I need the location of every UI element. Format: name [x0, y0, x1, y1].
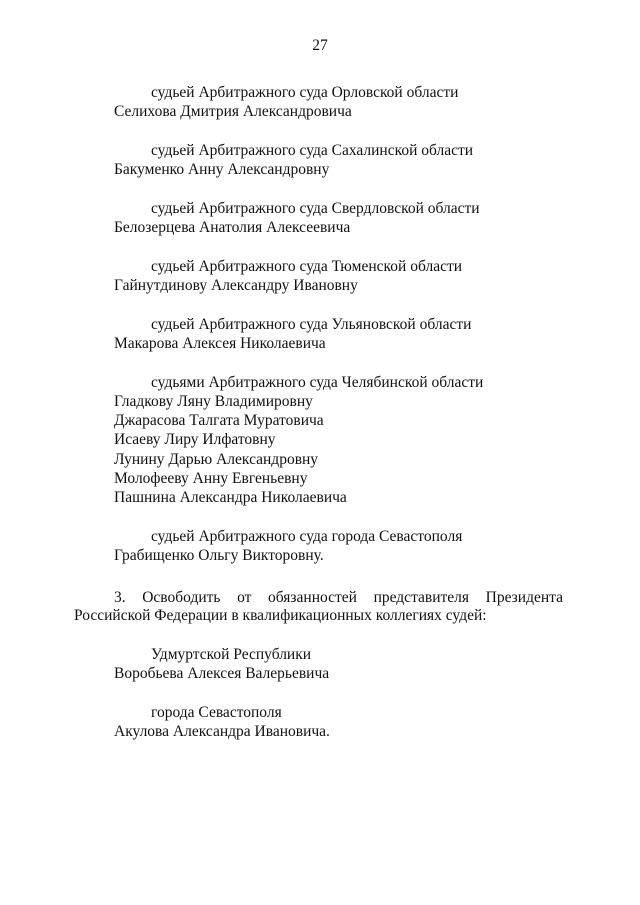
release-region: Удмуртской Республики: [151, 646, 312, 663]
appointment-person: Макарова Алексея Николаевича: [114, 335, 326, 352]
page-number: 27: [312, 37, 328, 54]
appointment-court: судьей Арбитражного суда города Севастополя: [151, 528, 463, 545]
appointment-person: Исаеву Лиру Илфатовну: [114, 431, 276, 448]
appointment-court: судьей Арбитражного суда Сахалинской области: [151, 142, 474, 159]
appointment-court: судьями Арбитражного суда Челябинской области: [151, 374, 484, 391]
appointment-person: Гайнутдинову Александру Ивановну: [114, 277, 358, 294]
release-person: Акулова Александра Ивановича.: [114, 723, 330, 740]
appointment-person: Селихова Дмитрия Александровича: [114, 103, 352, 120]
appointment-person: Бакуменко Анну Александровну: [114, 161, 330, 178]
release-person: Воробьева Алексея Валерьевича: [114, 665, 330, 682]
appointment-person: Грабищенко Ольгу Викторовну.: [114, 547, 324, 564]
section3-second-line: Российской Федерации в квалификационных коллегиях судей:: [74, 607, 487, 624]
appointment-court: судьей Арбитражного суда Тюменской области: [151, 258, 463, 275]
appointment-person: Гладкову Ляну Владимировну: [114, 393, 313, 410]
release-region: города Севастополя: [151, 704, 282, 721]
appointment-person: Молофееву Анну Евгеньевну: [114, 470, 308, 487]
appointment-court: судьей Арбитражного суда Свердловской области: [151, 200, 480, 217]
appointment-person: Джарасова Талгата Муратовича: [114, 412, 324, 429]
section3-first-line: 3. Освободить от обязанностей представителя Президента: [114, 589, 563, 606]
appointment-court: судьей Арбитражного суда Ульяновской области: [151, 316, 472, 333]
appointment-person: Пашнина Александра Николаевича: [114, 489, 347, 506]
appointment-court: судьей Арбитражного суда Орловской области: [151, 84, 459, 101]
appointment-person: Лунину Дарью Александровну: [114, 451, 319, 468]
appointment-person: Белозерцева Анатолия Алексеевича: [114, 219, 351, 236]
